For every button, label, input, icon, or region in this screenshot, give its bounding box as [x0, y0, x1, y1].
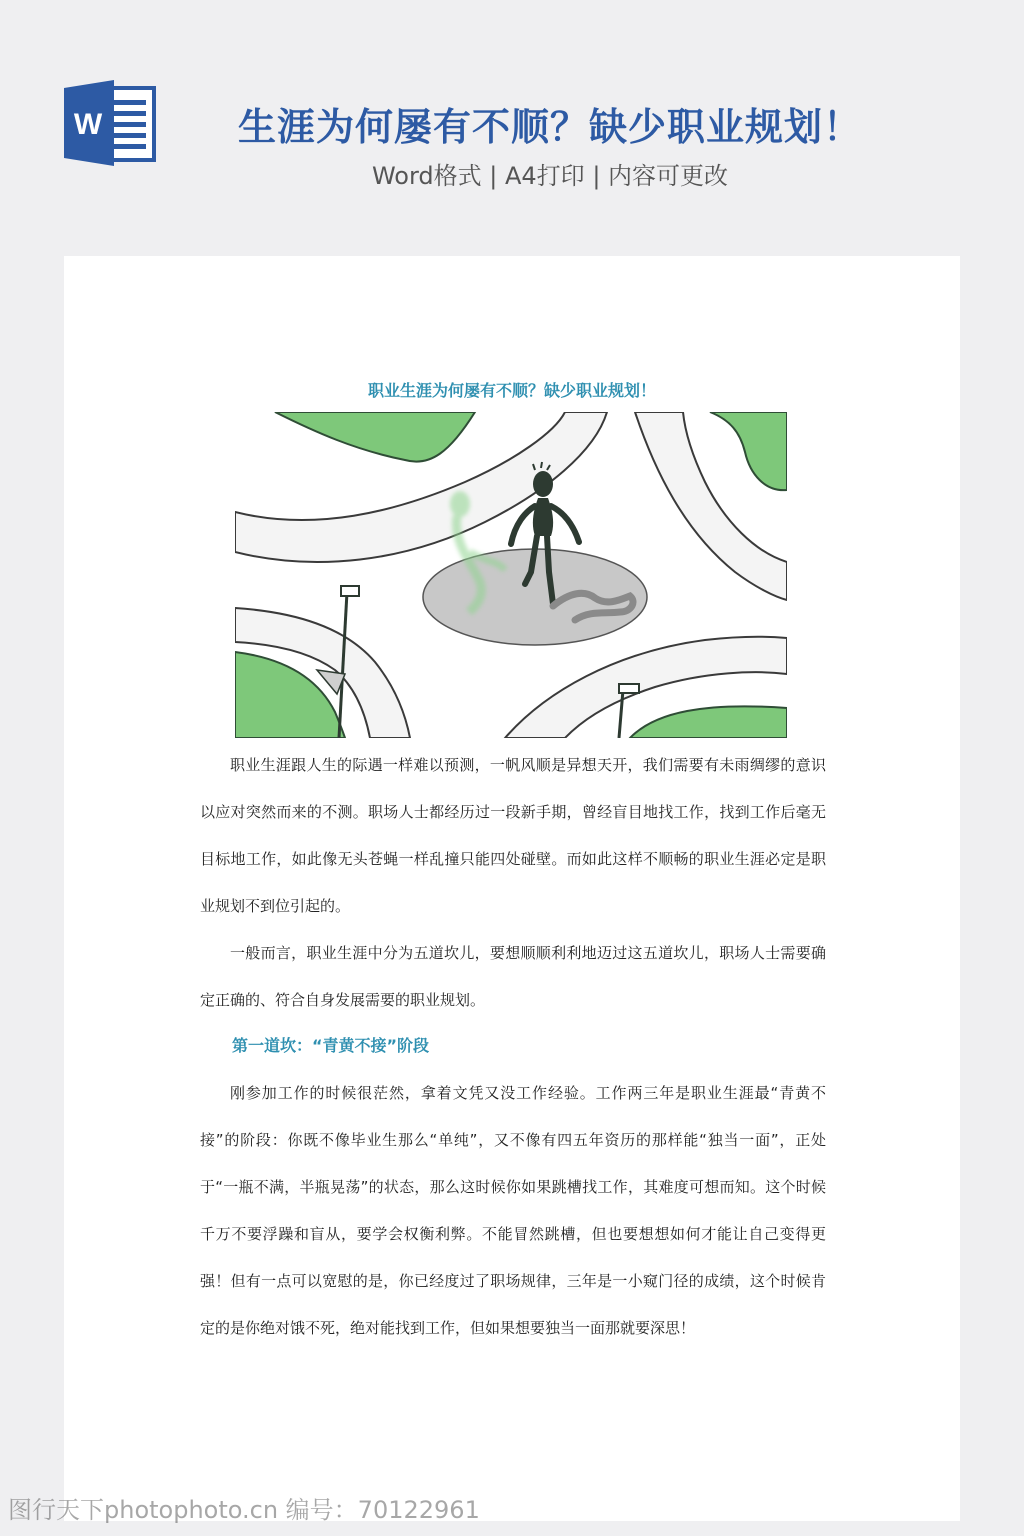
body-paragraph-2: 一般而言，职业生涯中分为五道坎儿，要想顺顺利利地迈过这五道坎儿，职场人士需要确定正确的、符合自身发展需要的职业规划。	[200, 944, 826, 1009]
body-paragraph-3: 刚参加工作的时候很茫然，拿着文凭又没工作经验。工作两三年是职业生涯最“青黄不接”的阶段：你既不像毕业生那么“单纯”，又不像有四五年资历的那样能“独当一面”，正处于“一瓶不满，半瓶晃荡”的状态，那么这时候你如果跳槽找工作，其难度可想而知。这个时候千万不要浮躁和盲从，要学会权衡利弊。不能冒然跳槽，但也要想想如何才能让自己变得更强！但有一点可以宽慰的是，你已经度过了职场规律，三年是一小窥门径的成绩，这个时候肯定的是你绝对饿不死，绝对能找到工作，但如果想要独当一面那就要深思！	[200, 1084, 826, 1337]
body-paragraph-1: 职业生涯跟人生的际遇一样难以预测，一帆风顺是异想天开，我们需要有未雨绸缪的意识以应对突然而来的不测。职场人士都经历过一段新手期，曾经盲目地找工作，找到工作后毫无目标地工作，如此像无头苍蝇一样乱撞只能四处碰壁。而如此这样不顺畅的职业生涯必定是职业规划不到位引起的。	[200, 756, 826, 915]
page-title: 生涯为何屡有不顺？缺少职业规划！	[237, 105, 862, 149]
header	[0, 0, 1024, 230]
document-page	[64, 256, 960, 1521]
career-crossroads-illustration	[235, 412, 787, 738]
word-logo-letter: W	[73, 108, 103, 141]
document-title: 职业生涯为何屡有不顺？缺少职业规划！	[367, 381, 656, 400]
word-document-icon	[64, 80, 158, 166]
watermark: 图行天下photophoto.cn 编号：70122961	[8, 1496, 480, 1524]
page-subtitle: Word格式 | A4打印 | 内容可更改	[371, 162, 729, 190]
section-heading-1: 第一道坎：“青黄不接”阶段	[232, 1036, 430, 1055]
